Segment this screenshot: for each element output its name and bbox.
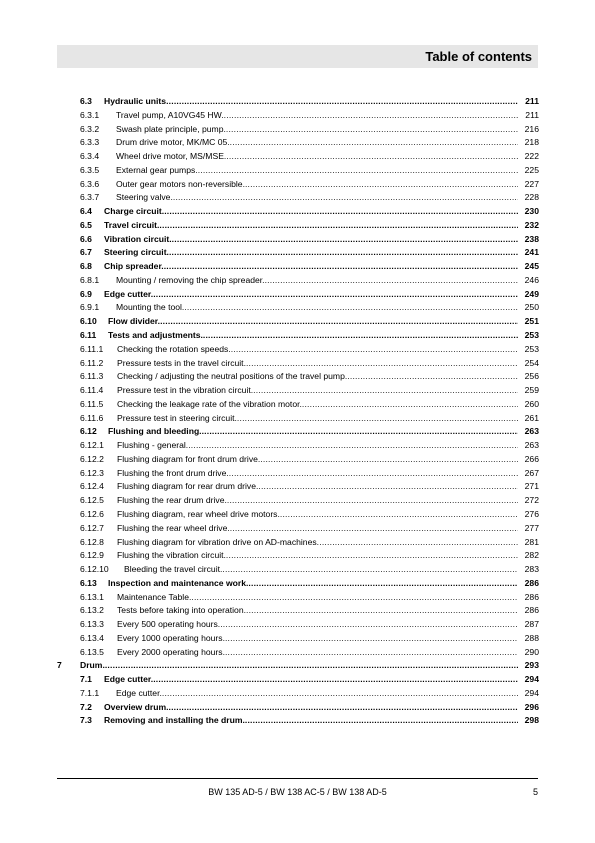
- toc-entry-line: [80, 274, 539, 288]
- toc-page-number: 228: [524, 192, 539, 203]
- toc-entry[interactable]: [0, 109, 595, 123]
- toc-entry-line: [80, 632, 539, 646]
- toc-page-number: 288: [524, 632, 539, 643]
- toc-entry-line: [80, 329, 539, 343]
- toc-section-number: 6.9.1: [80, 302, 100, 313]
- toc-section-number: 6.12.5: [80, 495, 104, 506]
- toc-section-title: Every 1000 operating hours.: [117, 632, 225, 643]
- toc-entry-line: [80, 673, 539, 687]
- toc-entry[interactable]: [0, 205, 595, 219]
- toc-section-title: Flushing the front drum drive.: [117, 467, 229, 478]
- toc-dot-leader: [164, 260, 518, 274]
- toc-entry-line: [80, 508, 539, 522]
- toc-dot-leader: [265, 274, 518, 288]
- toc-section-number: 6.11.6: [80, 412, 104, 423]
- toc-entry-line: [80, 522, 539, 536]
- toc-section-title: Flushing diagram for vibration drive on AD-machines: [117, 536, 317, 547]
- toc-entry-line: [80, 646, 539, 660]
- toc-entry[interactable]: [0, 398, 595, 412]
- toc-entry[interactable]: [0, 274, 595, 288]
- toc-page-number: 253: [524, 343, 539, 354]
- toc-entry[interactable]: [0, 659, 595, 673]
- toc-entry[interactable]: [0, 522, 595, 536]
- toc-section-number: 6.13.3: [80, 619, 104, 630]
- toc-section-number: 6.3.3: [80, 137, 100, 148]
- toc-dot-leader: [198, 164, 518, 178]
- toc-entry[interactable]: [0, 136, 595, 150]
- toc-section-number: 6.12.9: [80, 550, 104, 561]
- toc-entry-line: [80, 687, 539, 701]
- toc-entry-line: [80, 563, 539, 577]
- toc-page-number: 272: [524, 495, 539, 506]
- toc-entry[interactable]: [0, 439, 595, 453]
- toc-page-number: 216: [524, 123, 539, 134]
- toc-entry-line: [80, 178, 539, 192]
- toc-section-number: 6.12.10: [80, 564, 109, 575]
- toc-page-number: 238: [524, 233, 539, 244]
- toc-section-number: 7.1: [80, 674, 92, 685]
- toc-dot-leader: [172, 233, 518, 247]
- toc-page-number: 283: [524, 564, 539, 575]
- toc-entry-line: [80, 453, 539, 467]
- toc-section-title: Flushing the vibration circuit.: [117, 550, 226, 561]
- toc-entry[interactable]: [0, 150, 595, 164]
- toc-entry-line: [80, 467, 539, 481]
- toc-section-number: 6.3.5: [80, 164, 100, 175]
- toc-entry-line: [80, 109, 539, 123]
- toc-section-number: 6.11: [80, 330, 97, 341]
- toc-dot-leader: [169, 246, 518, 260]
- toc-entry-line: [80, 219, 539, 233]
- toc-section-title: Outer gear motors non-reversible.: [116, 178, 245, 189]
- toc-dot-leader: [168, 701, 518, 715]
- toc-dot-leader: [231, 343, 518, 357]
- toc-entry[interactable]: [0, 494, 595, 508]
- toc-dot-leader: [237, 412, 518, 426]
- toc-entry-line: [80, 494, 539, 508]
- toc-section-number: 6.3.6: [80, 178, 100, 189]
- toc-entry-line: [80, 549, 539, 563]
- toc-section-title: Tests before taking into operation.: [117, 605, 246, 616]
- toc-dot-leader: [188, 439, 518, 453]
- toc-dot-leader: [164, 205, 518, 219]
- toc-section-number: 6.7: [80, 247, 92, 258]
- toc-section-number: 6.11.2: [80, 357, 104, 368]
- toc-section-number: 6.12: [80, 426, 97, 437]
- toc-section-number: 7.2: [80, 701, 92, 712]
- footer-divider: [57, 778, 538, 779]
- toc-dot-leader: [245, 714, 518, 728]
- toc-page-number: 254: [524, 357, 539, 368]
- toc-chapter-number: 7: [57, 660, 62, 671]
- toc-section-number: 6.12.4: [80, 481, 104, 492]
- toc-entry[interactable]: [0, 591, 595, 605]
- toc-section-title: Tests and adjustments.: [108, 330, 203, 341]
- toc-section-title: Flow divider.: [108, 316, 161, 327]
- toc-entry-line: [80, 370, 539, 384]
- toc-page-number: 293: [524, 660, 539, 671]
- toc-dot-leader: [248, 577, 518, 591]
- toc-dot-leader: [260, 453, 518, 467]
- toc-section-number: 6.12.8: [80, 536, 104, 547]
- toc-section-title: Removing and installing the drum.: [104, 715, 245, 726]
- toc-section-title: Travel pump, A10VG45 HW.: [116, 109, 224, 120]
- toc-entry-line: [80, 398, 539, 412]
- toc-section-title: Charge circuit.: [104, 206, 165, 217]
- toc-section-number: 6.12.7: [80, 522, 104, 533]
- toc-page-number: 263: [524, 426, 539, 437]
- toc-section-number: 6.12.2: [80, 453, 104, 464]
- toc-entry[interactable]: [0, 467, 595, 481]
- toc-page-number: 230: [524, 206, 539, 217]
- toc-section-number: 6.11.1: [80, 343, 104, 354]
- toc-entry[interactable]: [0, 233, 595, 247]
- toc-entry[interactable]: [0, 701, 595, 715]
- toc-section-title: Steering valve.: [116, 192, 173, 203]
- toc-section-title: Steering circuit.: [104, 247, 169, 258]
- toc-dot-leader: [160, 315, 518, 329]
- toc-page-number: 218: [524, 137, 539, 148]
- toc-section-title: Maintenance Table.: [117, 591, 192, 602]
- toc-entry-line: [80, 412, 539, 426]
- toc-entry-line: [80, 357, 539, 371]
- toc-section-number: 6.12.3: [80, 467, 104, 478]
- table-of-contents: [0, 95, 595, 728]
- toc-section-title: Every 500 operating hours.: [117, 619, 221, 630]
- toc-page-number: 271: [524, 481, 539, 492]
- toc-entry-line: [80, 164, 539, 178]
- toc-entry[interactable]: [0, 604, 595, 618]
- toc-entry-line: [80, 233, 539, 247]
- toc-section-title: Checking the rotation speeds.: [117, 343, 231, 354]
- toc-entry[interactable]: [0, 384, 595, 398]
- toc-page-number: 294: [524, 674, 539, 685]
- toc-section-number: 6.3.1: [80, 109, 100, 120]
- toc-dot-leader: [222, 563, 518, 577]
- toc-dot-leader: [280, 508, 518, 522]
- toc-section-title: Bleeding the travel circuit.: [124, 564, 223, 575]
- toc-section-number: 6.3.2: [80, 123, 100, 134]
- toc-section-title: Flushing - general.: [117, 440, 189, 451]
- toc-entry-line: [80, 425, 539, 439]
- toc-section-title: Drum.: [80, 660, 105, 671]
- toc-dot-leader: [153, 673, 518, 687]
- toc-page-number: 259: [524, 385, 539, 396]
- toc-page-number: 225: [524, 164, 539, 175]
- toc-entry-line: [80, 246, 539, 260]
- toc-entry[interactable]: [0, 219, 595, 233]
- toc-dot-leader: [245, 178, 518, 192]
- toc-dot-leader: [166, 95, 518, 109]
- toc-dot-leader: [153, 288, 518, 302]
- toc-entry[interactable]: [0, 178, 595, 192]
- toc-section-number: 6.12.1: [80, 440, 104, 451]
- toc-section-number: 6.5: [80, 219, 92, 230]
- toc-dot-leader: [347, 370, 518, 384]
- toc-entry[interactable]: [0, 95, 595, 109]
- toc-page-number: 241: [524, 247, 539, 258]
- toc-page-number: 246: [524, 274, 539, 285]
- toc-dot-leader: [191, 591, 518, 605]
- toc-page-number: 276: [524, 508, 539, 519]
- toc-entry[interactable]: [0, 246, 595, 260]
- toc-dot-leader: [202, 425, 518, 439]
- toc-dot-leader: [105, 659, 518, 673]
- toc-entry-line: [80, 714, 539, 728]
- toc-entry[interactable]: [0, 370, 595, 384]
- toc-entry-line: [80, 604, 539, 618]
- toc-section-number: 6.11.3: [80, 371, 104, 382]
- toc-entry[interactable]: [0, 687, 595, 701]
- toc-section-number: 6.13.1: [80, 591, 104, 602]
- toc-entry-line: [80, 95, 539, 109]
- toc-page-number: 282: [524, 550, 539, 561]
- toc-page-number: 281: [524, 536, 539, 547]
- toc-entry[interactable]: [0, 315, 595, 329]
- toc-entry-line: [80, 150, 539, 164]
- toc-section-number: 6.11.5: [80, 398, 104, 409]
- toc-section-title: Edge cutter.: [104, 288, 154, 299]
- toc-page-number: 227: [524, 178, 539, 189]
- toc-section-title: Mounting the tool.: [116, 302, 185, 313]
- toc-section-number: 6.3.7: [80, 192, 100, 203]
- toc-section-number: 6.8: [80, 261, 92, 272]
- toc-page-number: 211: [525, 96, 539, 106]
- toc-dot-leader: [258, 480, 518, 494]
- toc-page-number: 290: [524, 646, 539, 657]
- toc-dot-leader: [173, 191, 518, 205]
- toc-page-number: 250: [524, 302, 539, 313]
- toc-dot-leader: [229, 467, 518, 481]
- toc-dot-leader: [226, 549, 518, 563]
- toc-section-title: Flushing diagram, rear wheel drive motors.: [117, 508, 280, 519]
- toc-section-number: 7.3: [80, 715, 92, 726]
- toc-entry[interactable]: [0, 618, 595, 632]
- toc-entry[interactable]: [0, 453, 595, 467]
- toc-dot-leader: [220, 618, 518, 632]
- toc-page-number: 222: [524, 151, 539, 162]
- toc-dot-leader: [184, 301, 518, 315]
- toc-entry-line: [80, 301, 539, 315]
- toc-entry[interactable]: [0, 288, 595, 302]
- toc-page-number: 296: [524, 701, 539, 712]
- toc-entry[interactable]: [0, 673, 595, 687]
- toc-entry-line: [80, 659, 539, 673]
- toc-entry-line: [80, 618, 539, 632]
- toc-section-title: Edge cutter.: [104, 674, 154, 685]
- toc-page-number: 260: [524, 398, 539, 409]
- toc-section-title: Pressure tests in the travel circuit.: [117, 357, 246, 368]
- toc-section-title: Inspection and maintenance work.: [108, 577, 249, 588]
- toc-dot-leader: [246, 604, 518, 618]
- toc-section-number: 6.8.1: [80, 274, 100, 285]
- toc-entry-line: [80, 439, 539, 453]
- footer-page-number: 5: [532, 787, 538, 797]
- toc-section-title: Mounting / removing the chip spreader.: [116, 274, 265, 285]
- toc-entry[interactable]: [0, 260, 595, 274]
- toc-entry-line: [80, 577, 539, 591]
- toc-dot-leader: [159, 219, 518, 233]
- toc-entry[interactable]: [0, 480, 595, 494]
- toc-section-title: Checking / adjusting the neutral positions of the travel pump.: [117, 371, 348, 382]
- toc-section-title: Swash plate principle, pump.: [116, 123, 226, 134]
- toc-entry-line: [80, 315, 539, 329]
- toc-dot-leader: [230, 136, 518, 150]
- toc-entry[interactable]: [0, 563, 595, 577]
- toc-entry[interactable]: [0, 536, 595, 550]
- toc-section-title: Wheel drive motor, MS/MSE.: [116, 151, 227, 162]
- toc-section-number: 6.13.5: [80, 646, 104, 657]
- toc-dot-leader: [227, 494, 518, 508]
- toc-section-title: Flushing diagram for rear drum drive.: [117, 481, 259, 492]
- toc-section-title: Pressure test in the vibration circuit.: [117, 385, 254, 396]
- toc-entry[interactable]: [0, 425, 595, 439]
- toc-section-number: 6.3: [80, 96, 92, 106]
- toc-dot-leader: [162, 687, 518, 701]
- toc-page-number: 298: [524, 715, 539, 726]
- toc-dot-leader: [225, 632, 518, 646]
- toc-dot-leader: [253, 384, 518, 398]
- toc-entry[interactable]: [0, 714, 595, 728]
- toc-section-title: Overview drum.: [104, 701, 169, 712]
- toc-entry-line: [80, 701, 539, 715]
- toc-section-number: 6.13: [80, 577, 97, 588]
- toc-section-title: Every 2000 operating hours.: [117, 646, 225, 657]
- toc-entry-line: [80, 136, 539, 150]
- toc-section-title: Flushing the rear wheel drive.: [117, 522, 230, 533]
- toc-entry-line: [80, 343, 539, 357]
- toc-section-title: Drum drive motor, MK/MC 05.: [116, 137, 230, 148]
- toc-section-number: 6.11.4: [80, 385, 104, 396]
- toc-entry[interactable]: [0, 632, 595, 646]
- toc-page-number: 277: [524, 522, 539, 533]
- page-title: Table of contents: [425, 49, 532, 64]
- toc-dot-leader: [246, 357, 518, 371]
- toc-page-number: 267: [524, 467, 539, 478]
- toc-section-title: Edge cutter.: [116, 687, 162, 698]
- toc-page-number: 256: [524, 371, 539, 382]
- toc-section-number: 6.13.4: [80, 632, 104, 643]
- toc-page-number: 287: [524, 619, 539, 630]
- footer-models: BW 135 AD-5 / BW 138 AC-5 / BW 138 AD-5: [208, 787, 387, 797]
- toc-entry[interactable]: [0, 301, 595, 315]
- toc-section-number: 6.12.6: [80, 508, 104, 519]
- toc-section-number: 6.13.2: [80, 605, 104, 616]
- toc-page-number: 253: [524, 330, 539, 341]
- toc-dot-leader: [230, 522, 518, 536]
- toc-entry[interactable]: [0, 508, 595, 522]
- toc-section-number: 7.1.1: [80, 687, 100, 698]
- toc-entry[interactable]: [0, 164, 595, 178]
- toc-section-title: Flushing the rear drum drive.: [117, 495, 227, 506]
- toc-entry-line: [80, 123, 539, 137]
- toc-entry[interactable]: [0, 123, 595, 137]
- toc-entry[interactable]: [0, 343, 595, 357]
- toc-entry-line: [80, 480, 539, 494]
- toc-dot-leader: [226, 123, 518, 137]
- toc-section-title: Chip spreader.: [104, 261, 164, 272]
- toc-page-number: 249: [524, 288, 539, 299]
- toc-entry[interactable]: [0, 549, 595, 563]
- toc-page-number: 286: [524, 591, 539, 602]
- toc-section-number: 6.6: [80, 233, 92, 244]
- toc-dot-leader: [203, 329, 518, 343]
- toc-section-title: External gear pumps.: [116, 164, 198, 175]
- toc-entry[interactable]: [0, 191, 595, 205]
- toc-entry-line: [80, 591, 539, 605]
- toc-section-title: Hydraulic units: [104, 96, 167, 106]
- toc-page-number: 294: [524, 687, 539, 698]
- toc-entry-line: [80, 260, 539, 274]
- toc-section-title: Pressure test in steering circuit.: [117, 412, 237, 423]
- toc-entry-line: [80, 384, 539, 398]
- toc-entry[interactable]: [0, 357, 595, 371]
- header-bar: [57, 45, 538, 68]
- toc-page-number: 251: [524, 316, 539, 327]
- toc-entry[interactable]: [0, 646, 595, 660]
- toc-section-title: Travel circuit.: [104, 219, 160, 230]
- toc-page-number: 263: [524, 440, 539, 451]
- toc-entry-line: [80, 191, 539, 205]
- toc-page-number: 245: [524, 261, 539, 272]
- toc-page-number: 232: [524, 219, 539, 230]
- toc-section-title: Vibration circuit.: [104, 233, 172, 244]
- toc-dot-leader: [224, 109, 518, 123]
- toc-dot-leader: [317, 536, 518, 550]
- toc-entry[interactable]: [0, 577, 595, 591]
- toc-entry[interactable]: [0, 329, 595, 343]
- toc-section-title: Flushing and bleeding.: [108, 426, 202, 437]
- toc-section-title: Flushing diagram for front drum drive.: [117, 453, 261, 464]
- toc-page-number: 266: [524, 453, 539, 464]
- toc-section-number: 6.4: [80, 206, 92, 217]
- toc-page-number: 286: [524, 605, 539, 616]
- toc-entry-line: [80, 288, 539, 302]
- toc-page-number: 261: [524, 412, 539, 423]
- toc-section-number: 6.3.4: [80, 151, 100, 162]
- toc-entry-line: [80, 205, 539, 219]
- toc-page-number: 211: [525, 109, 539, 120]
- toc-dot-leader: [302, 398, 518, 412]
- toc-page-number: 286: [524, 577, 539, 588]
- toc-entry-line: [80, 536, 539, 550]
- toc-section-title: Checking the leakage rate of the vibration motor.: [117, 398, 302, 409]
- toc-section-number: 6.9: [80, 288, 92, 299]
- toc-dot-leader: [225, 646, 518, 660]
- toc-entry[interactable]: [0, 412, 595, 426]
- toc-section-number: 6.10: [80, 316, 97, 327]
- toc-dot-leader: [226, 150, 518, 164]
